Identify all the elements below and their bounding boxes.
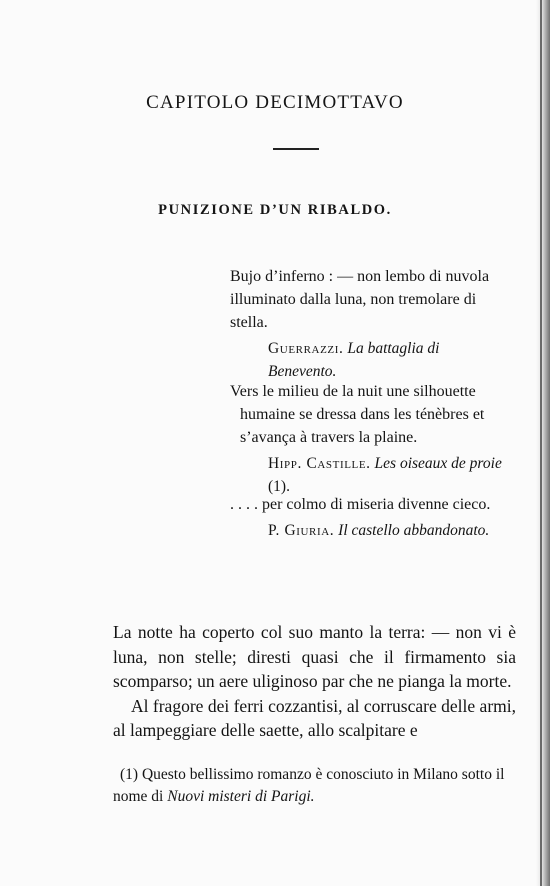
- epigraph-2: [230, 380, 512, 498]
- body-paragraph: Al fragore dei ferri cozzantisi, al corruscare delle armi, al lampeggiare delle saette, allo scalpitare e: [113, 695, 516, 740]
- footnote-text: Questo bellissimo romanzo è conosciuto in Milano sotto il nome di: [113, 766, 505, 805]
- epigraph-attribution: [230, 452, 512, 498]
- epigraph-work: Les oiseaux de proie: [374, 455, 502, 472]
- chapter-subtitle: PUNIZIONE D’UN RIBALDO.: [158, 202, 392, 218]
- title-rule: [273, 148, 319, 150]
- epigraph-3: [230, 493, 512, 542]
- footnote: [113, 764, 516, 808]
- epigraph-quote: Bujo d’inferno : — non lembo di nuvola illuminato dalla luna, non tremolare di stella.: [230, 268, 490, 331]
- footnote-work-title: Nuovi misteri di Parigi.: [167, 788, 315, 805]
- body-paragraph: La notte ha coperto col suo manto la terra: — non vi è luna, non stelle; diresti quasi che il firmamento sia scomparso; un aere uliginoso par che ne pianga la morte.: [113, 622, 516, 691]
- page-edge-line: [540, 0, 542, 886]
- epigraph-work: La battaglia di Benevento.: [268, 340, 440, 380]
- page-edge-shadow: [536, 0, 550, 886]
- epigraph-quote: . . . . per colmo di miseria divenne cieco.: [230, 496, 491, 513]
- epigraph-author: Hipp. Castille.: [268, 455, 371, 472]
- epigraph-author: Guerrazzi.: [268, 340, 344, 357]
- epigraph-quote: Vers le milieu de la nuit une silhouette humaine se dressa dans les ténèbres et s’avança à travers la plaine.: [230, 383, 485, 446]
- epigraph-attribution: [230, 519, 512, 542]
- chapter-title: CAPITOLO DECIMOTTAVO: [146, 92, 404, 113]
- footnote-marker: (1): [120, 766, 139, 783]
- epigraph-1: [230, 265, 510, 383]
- epigraph-attribution: [230, 337, 510, 383]
- body-text: [113, 620, 516, 743]
- epigraph-author: P. Giuria.: [268, 522, 335, 539]
- epigraph-work: Il castello abbandonato.: [338, 522, 490, 539]
- footnote-reference: (1).: [268, 478, 290, 495]
